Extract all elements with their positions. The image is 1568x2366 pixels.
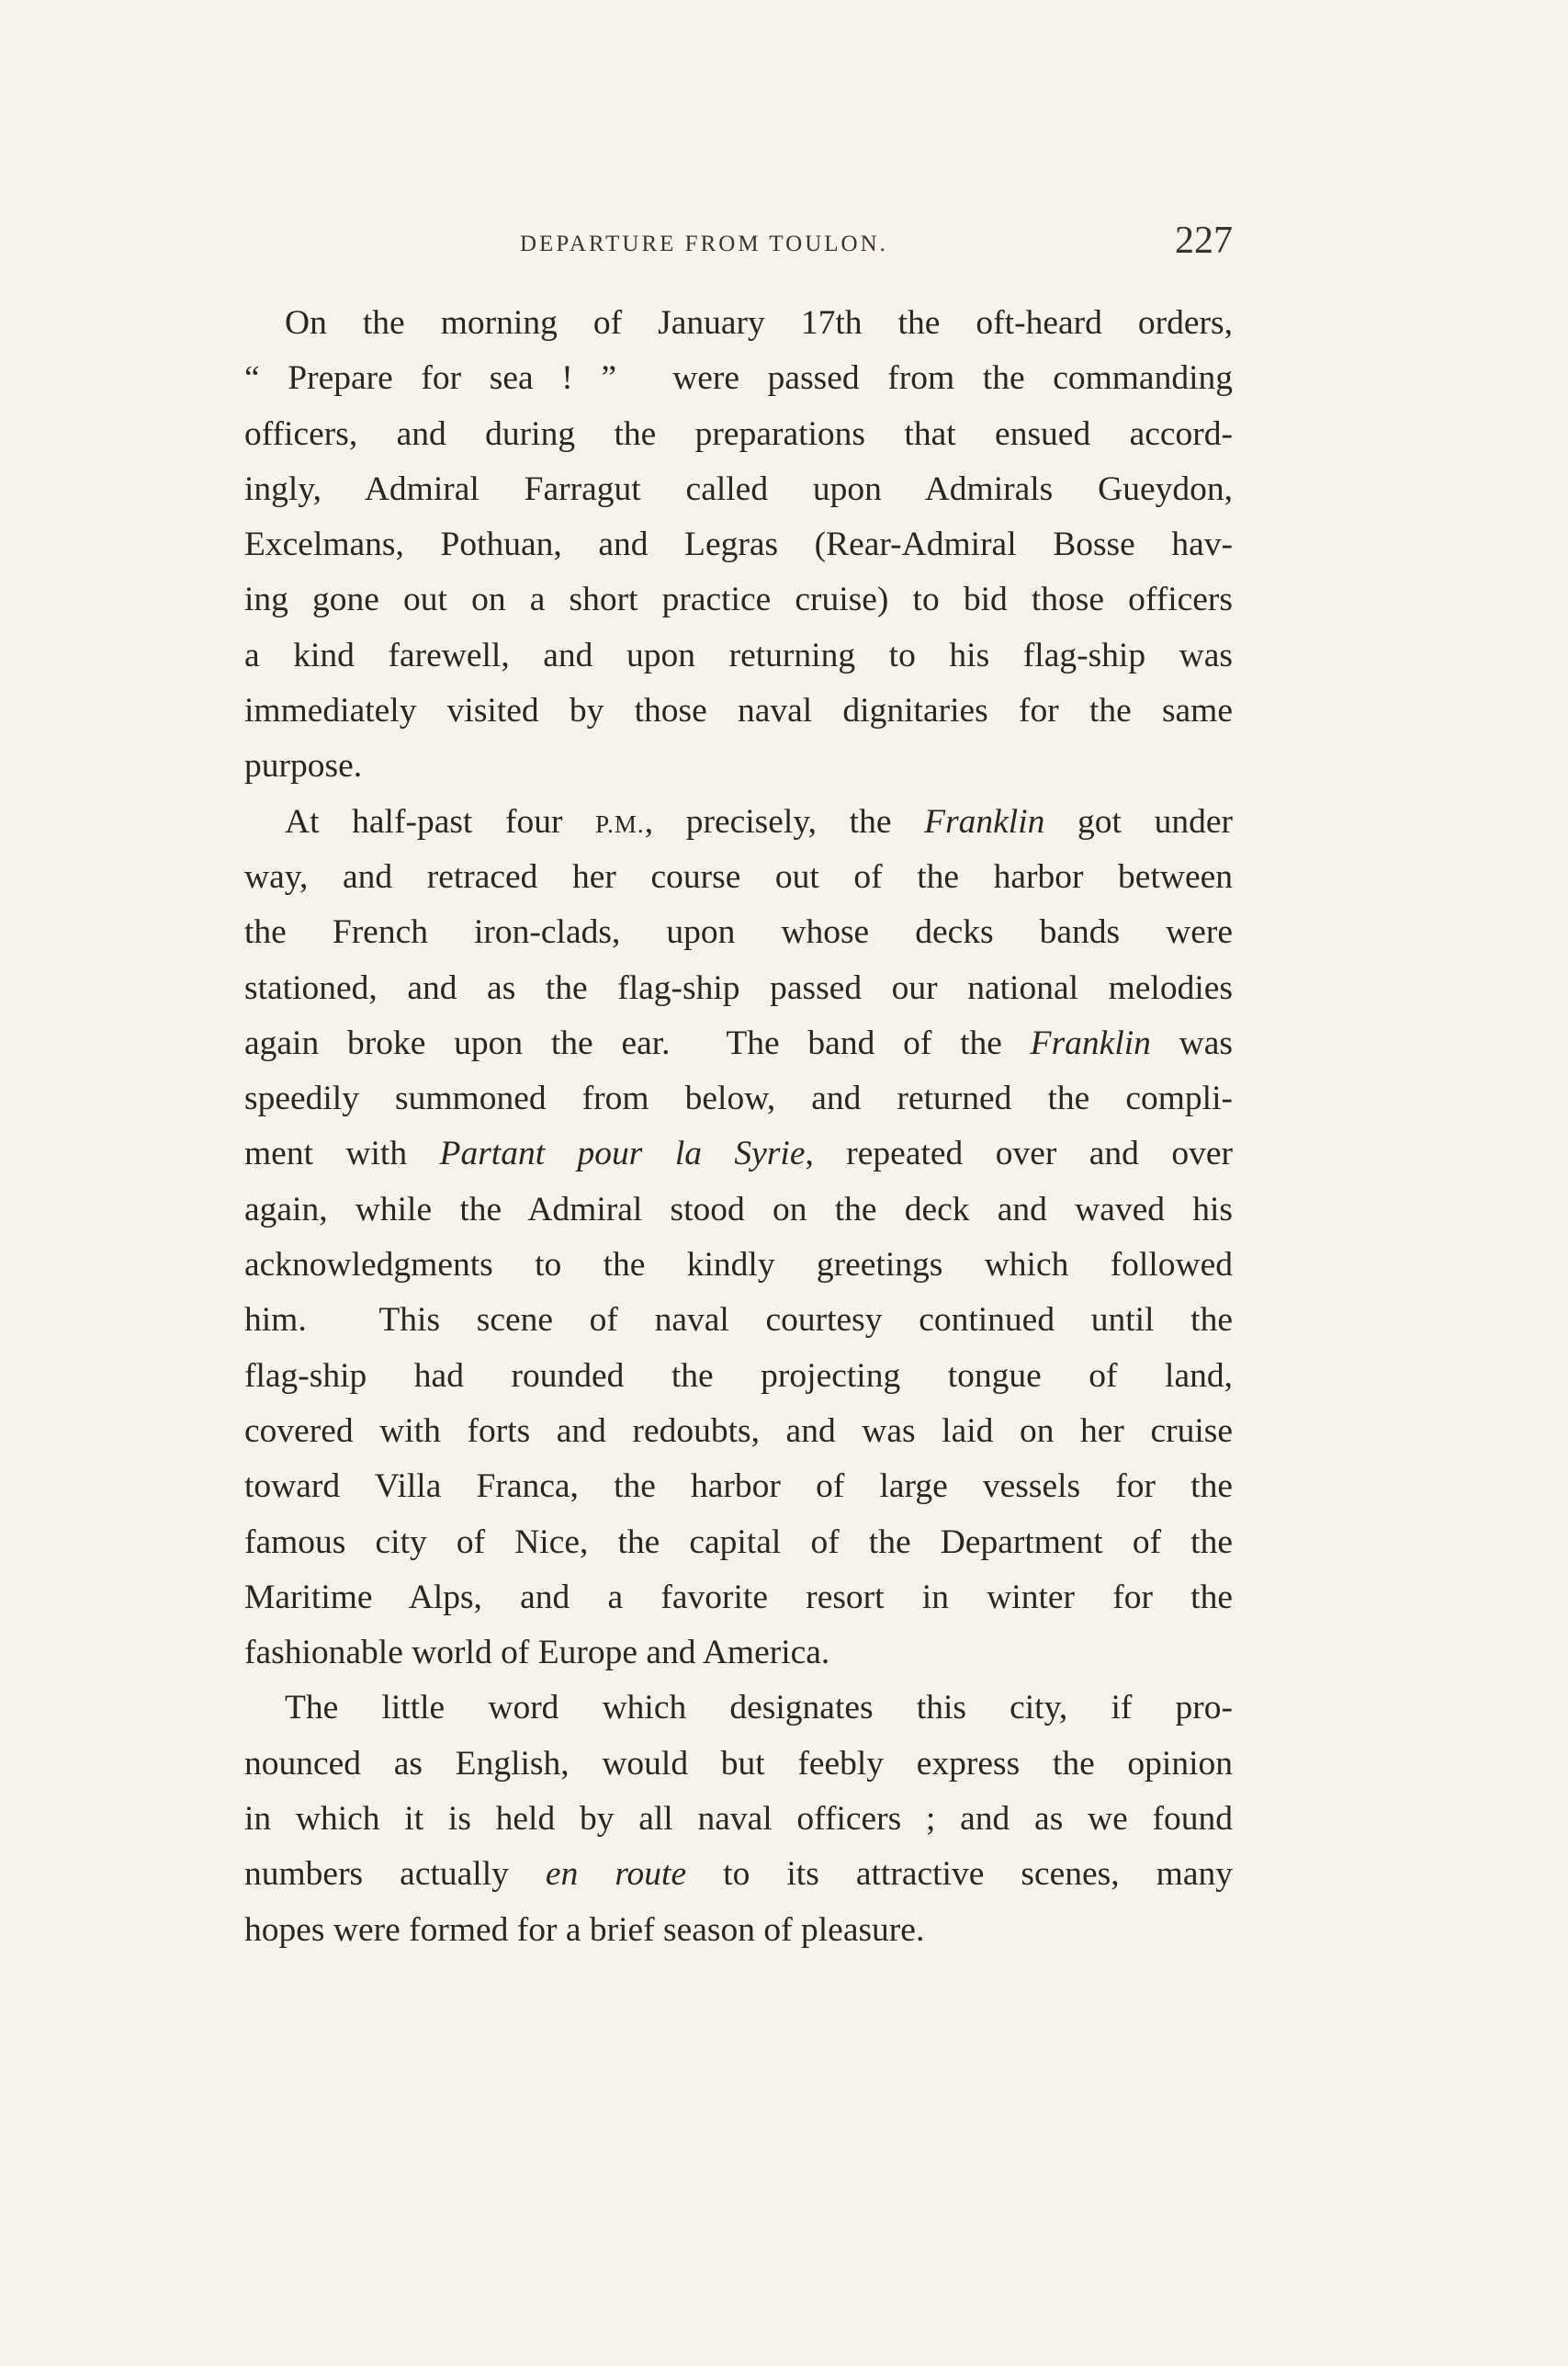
text-run: the French iron-clads, upon whose decks bands were <box>244 913 1233 952</box>
text-line <box>244 1792 1233 1847</box>
text-run: purpose. <box>244 747 363 786</box>
text-run: nounced as English, would but feebly express the opinion <box>244 1744 1233 1783</box>
italic-text: Franklin <box>924 802 1045 841</box>
text-line <box>244 1293 1233 1348</box>
text-run: again, while the Admiral stood on the deck and waved his <box>244 1190 1233 1228</box>
text-line <box>244 905 1233 960</box>
text-run: to its attractive scenes, many <box>686 1855 1233 1894</box>
text-line <box>244 739 1233 794</box>
text-line <box>244 351 1233 406</box>
text-run: again broke upon the ear. The band of the <box>244 1024 1031 1062</box>
text-line <box>244 1183 1233 1238</box>
text-run: The little word which designates this city, if pro- <box>285 1689 1233 1727</box>
page-number: 227 <box>1175 220 1233 262</box>
text-line <box>244 1903 1233 1958</box>
paragraph <box>244 296 1233 795</box>
italic-text: Partant pour la Syrie <box>439 1135 806 1173</box>
text-line <box>244 1349 1233 1404</box>
running-head <box>244 219 1233 274</box>
text-line <box>244 1459 1233 1514</box>
italic-text: Franklin <box>1030 1024 1151 1062</box>
text-line <box>244 1404 1233 1459</box>
text-line <box>244 1515 1233 1570</box>
text-run: ment with <box>244 1135 440 1173</box>
text-run: On the morning of January 17th the oft-heard orders, <box>285 304 1233 342</box>
text-run: stationed, and as the flag-ship passed our national melodies <box>244 968 1233 1007</box>
text-line <box>244 572 1233 628</box>
text-run: acknowledgments to the kindly greetings which followed <box>244 1246 1233 1285</box>
text-line <box>244 795 1233 850</box>
paragraph <box>244 1681 1233 1957</box>
text-run: in which it is held by all naval officers ; and as we found <box>244 1800 1233 1839</box>
text-run: him. This scene of naval courtesy continued until the <box>244 1301 1233 1340</box>
text-run: numbers actually <box>244 1855 546 1894</box>
text-run: ing gone out on a short practice cruise) to bid those officers <box>244 581 1233 619</box>
text-line <box>244 1016 1233 1071</box>
text-line <box>244 1126 1233 1182</box>
text-line <box>244 296 1233 351</box>
text-run: At half-past four <box>285 802 596 841</box>
text-run: hopes were formed for a brief season of pleasure. <box>244 1910 925 1949</box>
text-line <box>244 1071 1233 1126</box>
text-run: a kind farewell, and upon returning to his flag-ship was <box>244 636 1233 674</box>
text-run: speedily summoned from below, and returned the compli- <box>244 1080 1233 1118</box>
text-line <box>244 462 1233 517</box>
text-line <box>244 961 1233 1016</box>
text-run: famous city of Nice, the capital of the Department of the <box>244 1523 1233 1561</box>
paragraph <box>244 795 1233 1681</box>
text-run: got under <box>1044 802 1233 841</box>
text-line <box>244 407 1233 462</box>
italic-text: en route <box>545 1855 687 1894</box>
text-line <box>244 1238 1233 1293</box>
body-text <box>244 296 1233 1958</box>
text-line <box>244 850 1233 905</box>
text-run: fashionable world of Europe and America. <box>244 1634 830 1672</box>
text-run: , repeated over and over <box>805 1135 1233 1173</box>
text-run: immediately visited by those naval dignitaries for the same <box>244 692 1233 730</box>
running-title: DEPARTURE FROM TOULON. <box>520 232 888 256</box>
text-line <box>244 1737 1233 1792</box>
text-line <box>244 628 1233 684</box>
text-line <box>244 684 1233 739</box>
text-run: Excelmans, Pothuan, and Legras (Rear-Admiral Bosse hav- <box>244 526 1233 564</box>
text-line <box>244 1681 1233 1736</box>
text-run: officers, and during the preparations that ensued accord- <box>244 414 1233 453</box>
text-run: covered with forts and redoubts, and was laid on her cruise <box>244 1411 1233 1450</box>
text-run: toward Villa Franca, the harbor of large vessels for the <box>244 1467 1233 1506</box>
text-run: flag-ship had rounded the projecting tongue of land, <box>244 1356 1233 1395</box>
text-line <box>244 1625 1233 1681</box>
text-run: way, and retraced her course out of the harbor between <box>244 857 1233 896</box>
text-run: Maritime Alps, and a favorite resort in winter for the <box>244 1578 1233 1616</box>
text-run: ingly, Admiral Farragut called upon Admirals Gueydon, <box>244 470 1233 508</box>
small-caps-text: P.M. <box>595 809 645 838</box>
text-run: , precisely, the <box>644 802 925 841</box>
text-run: “ Prepare for sea ! ” were passed from the commanding <box>244 359 1233 398</box>
text-line <box>244 1570 1233 1625</box>
text-line <box>244 1847 1233 1902</box>
text-line <box>244 517 1233 572</box>
text-run: was <box>1150 1024 1233 1062</box>
